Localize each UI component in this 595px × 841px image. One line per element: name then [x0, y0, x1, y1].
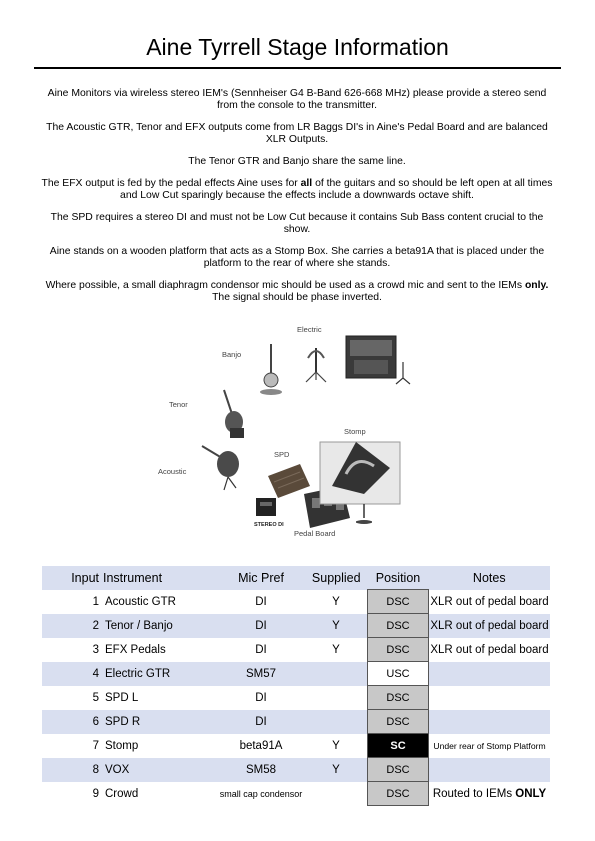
- cell-notes: [429, 710, 551, 734]
- table-row: [42, 686, 550, 710]
- label-stereo-di: STEREO DI: [254, 522, 284, 528]
- table-header-row: [42, 566, 550, 590]
- cell-instrument: Acoustic GTR: [105, 595, 176, 608]
- stereo-di-image: [256, 498, 276, 516]
- header-mic-pref: Mic Pref: [238, 570, 284, 585]
- input-list-table: [42, 566, 550, 806]
- label-pedal-board: Pedal Board: [294, 529, 336, 538]
- table-row: [42, 710, 550, 734]
- cell-supplied: Y: [332, 595, 340, 608]
- cell-instrument: VOX: [105, 763, 130, 776]
- cell-notes: [429, 782, 551, 806]
- table-row: [42, 590, 550, 614]
- cell-supplied: [305, 662, 368, 686]
- cell-mic-pref: SM57: [245, 667, 277, 680]
- header-instrument: Instrument: [103, 570, 163, 585]
- label-acoustic: Acoustic: [158, 467, 187, 476]
- cell-position: DSC: [368, 782, 429, 806]
- table-row: [42, 662, 550, 686]
- header-notes: Notes: [472, 570, 506, 585]
- cell-notes: Under rear of Stomp Platform: [433, 740, 546, 751]
- cell-position: DSC: [368, 614, 429, 638]
- label-tenor: Tenor: [169, 400, 188, 409]
- cell-notes: [429, 758, 551, 782]
- title-rule: [34, 67, 561, 69]
- info-paragraph: [38, 280, 556, 304]
- paragraph-emphasis: only.: [524, 280, 549, 291]
- stage-layout-diagram: [150, 318, 440, 550]
- info-paragraph: [38, 178, 556, 202]
- label-stomp: Stomp: [344, 427, 366, 436]
- cell-mic-pref: SM58: [245, 763, 277, 776]
- header-supplied: Supplied: [311, 570, 361, 585]
- cell-position: DSC: [368, 710, 429, 734]
- page-title: Aine Tyrrell Stage Information: [146, 34, 449, 60]
- cell-mic-pref: DI: [255, 619, 267, 632]
- cell-supplied: Y: [332, 619, 340, 632]
- cell-notes: [429, 662, 551, 686]
- info-paragraph: Aine stands on a wooden platform that acts as a Stomp Box. She carries a beta91A that is placed under the platform to the rear of where she stands.: [49, 246, 545, 269]
- cell-supplied: Y: [332, 739, 340, 752]
- cell-instrument: Electric GTR: [105, 667, 171, 680]
- info-paragraph: The Acoustic GTR, Tenor and EFX outputs come from LR Baggs DI's in Aine's Pedal Board and are balanced XLR Outputs.: [46, 122, 548, 145]
- notes-emphasis: ONLY: [515, 787, 547, 800]
- header-input: Input: [71, 570, 99, 585]
- cell-supplied: Y: [332, 763, 340, 776]
- cell-position: DSC: [368, 638, 429, 662]
- label-banjo: Banjo: [222, 350, 242, 359]
- cell-input: 4: [92, 667, 99, 680]
- cell-input: 1: [92, 595, 99, 608]
- header-position: Position: [375, 570, 421, 585]
- paragraph-text: Where possible, a small diaphragm condensor mic should be used as a crowd mic and sent to the IEMs: [45, 280, 525, 291]
- label-electric: Electric: [297, 325, 322, 334]
- table-row: [42, 782, 550, 806]
- cell-mic-pref: DI: [255, 691, 267, 704]
- cell-instrument: Tenor / Banjo: [105, 619, 173, 632]
- cell-supplied: [305, 686, 368, 710]
- cell-instrument: EFX Pedals: [105, 643, 166, 656]
- paragraph-text: The EFX output is fed by the pedal effects Aine uses for: [41, 178, 301, 189]
- paragraph-emphasis: all: [300, 178, 313, 189]
- cell-position: SC: [368, 734, 429, 758]
- table-body: [42, 590, 550, 806]
- cell-mic-pref: DI: [255, 595, 267, 608]
- cell-mic-pref: DI: [255, 643, 267, 656]
- cell-instrument: Stomp: [105, 739, 139, 752]
- cell-mic-pref: beta91A: [239, 739, 283, 752]
- tenor-guitar-image: [224, 390, 244, 438]
- cell-input: 2: [92, 619, 99, 632]
- cell-notes: [429, 686, 551, 710]
- info-paragraphs: [38, 88, 556, 314]
- cell-position: DSC: [368, 590, 429, 614]
- paragraph-text: The signal should be phase inverted.: [212, 292, 382, 303]
- amp-image: [346, 336, 410, 384]
- cell-notes: XLR out of pedal board: [430, 643, 549, 656]
- table-row: [42, 734, 550, 758]
- cell-notes: XLR out of pedal board: [430, 595, 549, 608]
- cell-position: DSC: [368, 758, 429, 782]
- table-row: [42, 614, 550, 638]
- table-row: [42, 758, 550, 782]
- info-paragraph: The SPD requires a stereo DI and must not be Low Cut because it contains Sub Bass content crucial to the show.: [50, 212, 544, 235]
- cell-input: 8: [92, 763, 99, 776]
- cell-mic-pref: DI: [255, 715, 267, 728]
- cell-instrument: SPD L: [105, 691, 139, 704]
- spd-image: [268, 464, 310, 498]
- cell-input: 9: [92, 787, 99, 800]
- cell-position: USC: [368, 662, 429, 686]
- cell-input: 7: [92, 739, 99, 752]
- info-paragraph: The Tenor GTR and Banjo share the same line.: [188, 156, 406, 167]
- banjo-image: [260, 344, 282, 395]
- cell-input: 6: [92, 715, 99, 728]
- notes-text: Routed to IEMs: [432, 787, 516, 800]
- cell-position: DSC: [368, 686, 429, 710]
- cell-supplied: [305, 710, 368, 734]
- cell-notes: XLR out of pedal board: [430, 619, 549, 632]
- acoustic-guitar-image: [202, 446, 239, 490]
- cell-instrument: SPD R: [105, 715, 141, 728]
- cell-input: 5: [92, 691, 99, 704]
- table-row: [42, 638, 550, 662]
- cell-input: 3: [92, 643, 99, 656]
- paragraph-text: of the guitars and so should be left open at all times and Low Cut sparingly because the effects include a downwards octave shift.: [120, 178, 553, 201]
- info-paragraph: Aine Monitors via wireless stereo IEM's (Sennheiser G4 B-Band 626-668 MHz) please provide a stereo send from the console to the transmitter.: [47, 88, 547, 111]
- cell-instrument: Crowd: [105, 787, 139, 800]
- cell-supplied: [305, 782, 368, 806]
- electric-guitar-image: [306, 348, 326, 382]
- cell-supplied: Y: [332, 643, 340, 656]
- label-spd: SPD: [274, 450, 290, 459]
- cell-mic-pref: small cap condensor: [219, 788, 303, 799]
